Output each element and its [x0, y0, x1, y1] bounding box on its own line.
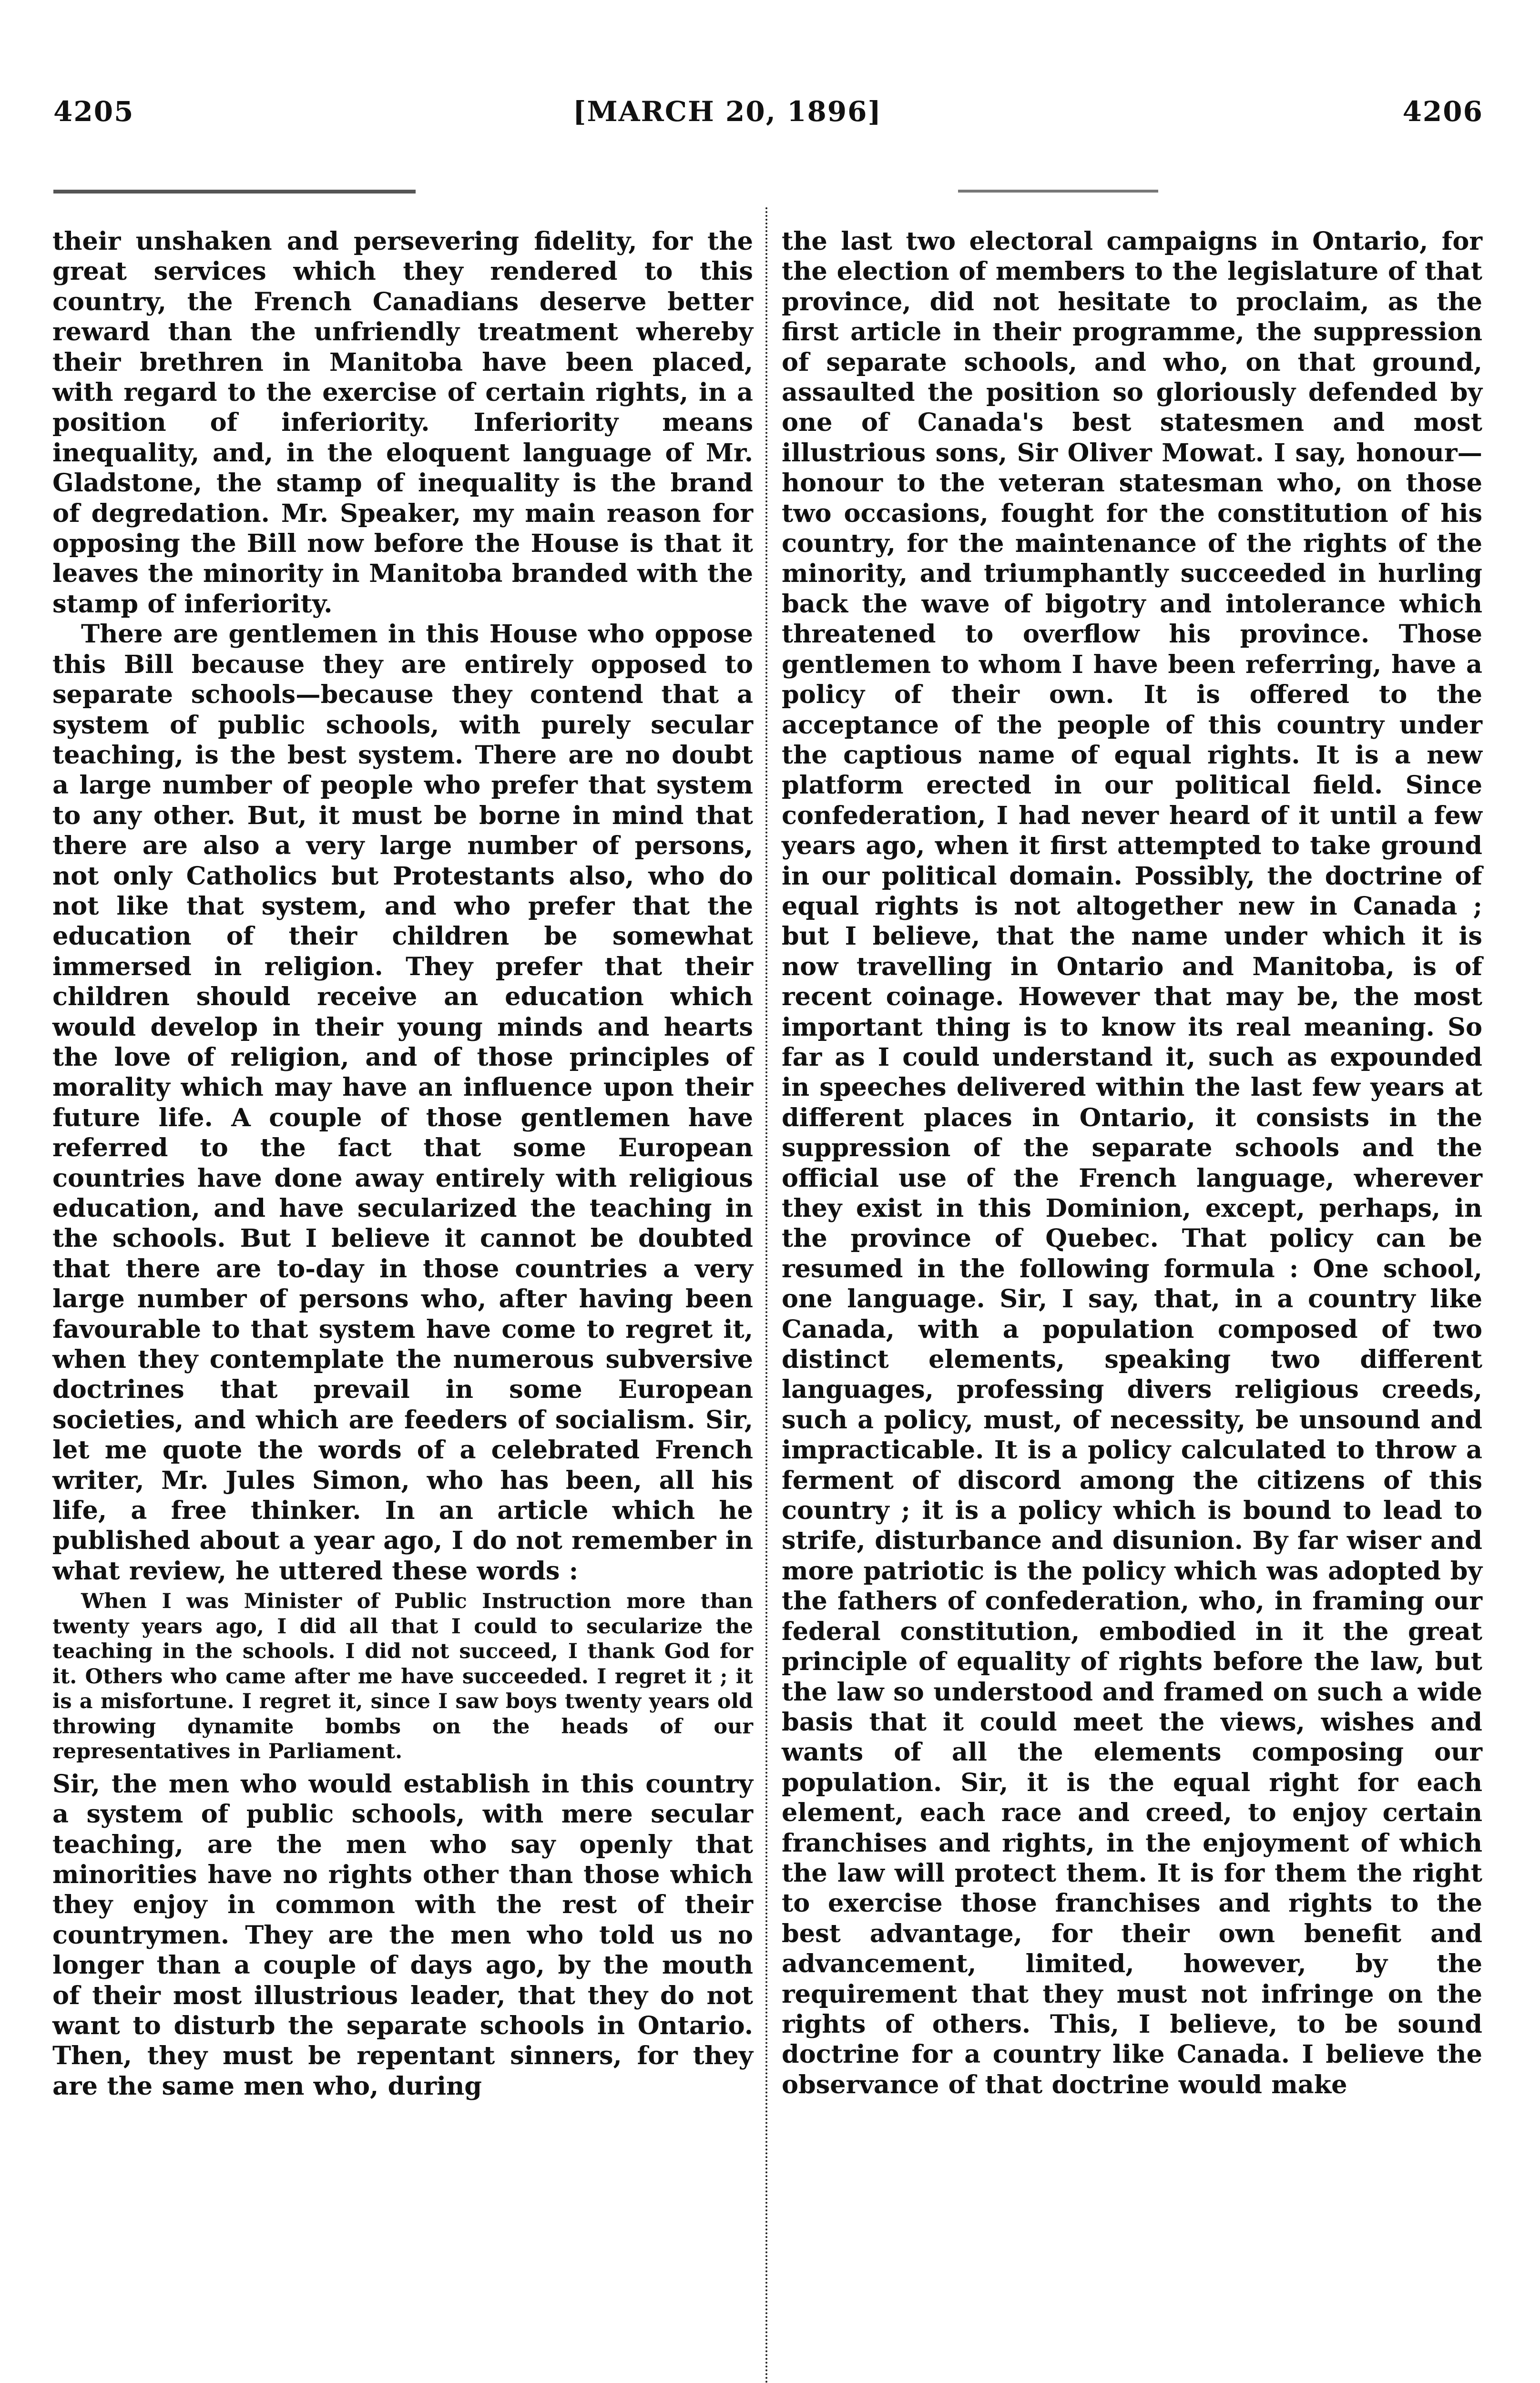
left-paragraph-1: their unshaken and persevering fidelity, for the great services which they rendered to this country, the French Canadians deserve better reward than the unfriendly treatment whereby their brethren in Manitoba have been placed, with regard to the exercise of certain rights, in a position of inferiority. Inferiority means inequality, and, in the eloquent language of Mr. Gladstone, the stamp of inequality is the brand of degredation. Mr. Speaker, my main reason for opposing the Bill now before the House is that it leaves the minority in Manitoba branded with the stamp of inferiority. — [52, 227, 753, 619]
right-column — [782, 226, 1482, 2100]
header-rule-left — [53, 190, 416, 193]
left-paragraph-3: Sir, the men who would establish in this country a system of public schools, with mere secular teaching, are the men who say openly that minorities have no rights other than those which they enjoy in common with the rest of their countrymen. They are the men who told us no longer than a couple of days ago, by the mouth of their most illustrious leader, that they do not want to disturb the separate schools in Ontario. Then, they must be repentant sinners, for they are the same men who, during — [52, 1769, 753, 2101]
block-quote: When I was Minister of Public Instruction more than twenty years ago, I did all that I could to secularize the teaching in the schools. I did not succeed, I thank God for it. Others who came after me have succeeded. I regret it ; it is a misfortune. I regret it, since I saw boys twenty years old throwing dynamite bombs on the heads of our representatives in Parliament. — [52, 1589, 753, 1764]
page-number-left: 4205 — [53, 95, 134, 128]
header-date: [MARCH 20, 1896] — [573, 95, 882, 128]
header-rule-right — [958, 190, 1158, 193]
left-paragraph-2: There are gentlemen in this House who oppose this Bill because they are entirely opposed to separate schools—because they contend that a system of public schools, with purely secular teaching, is the best system. There are no doubt a large number of people who prefer that system to any other. But, it must be borne in mind that there are also a very large number of persons, not only Catholics but Protestants also, who do not like that system, and who prefer that the education of their children be somewhat immersed in religion. They prefer that their children should receive an education which would develop in their young minds and hearts the love of religion, and of those principles of morality which may have an influence upon their future life. A couple of those gentlemen have referred to the fact that some European countries have done away entirely with religious education, and have secularized the teaching in the schools. But I believe it cannot be doubted that there are to-day in those countries a very large number of persons who, after having been favourable to that system have come to regret it, when they contemplate the numerous subversive doctrines that prevail in some European societies, and which are feeders of socialism. Sir, let me quote the words of a celebrated French writer, Mr. Jules Simon, who has been, all his life, a free thinker. In an article which he published about a year ago, I do not remember in what review, he uttered these words : — [52, 620, 753, 1586]
right-paragraph-1: the last two electoral campaigns in Ontario, for the election of members to the legislature of that province, did not hesitate to proclaim, as the first article in their programme, the suppression of separate schools, and who, on that ground, assaulted the position so gloriously defended by one of Canada's best statesmen and most illustrious sons, Sir Oliver Mowat. I say, honour—honour to the veteran statesman who, on those two occasions, fought for the constitution of his country, for the maintenance of the rights of the minority, and triumphantly succeeded in hurling back the wave of bigotry and intolerance which threatened to overflow his province. Those gentlemen to whom I have been referring, have a policy of their own. It is offered to the acceptance of the people of this country under the captious name of equal rights. It is a new platform erected in our political field. Since confederation, I had never heard of it until a few years ago, when it first attempted to take ground in our political domain. Possibly, the doctrine of equal rights is not altogether new in Canada ; but I believe, that the name under which it is now travelling in Ontario and Manitoba, is of recent coinage. However that may be, the most important thing is to know its real meaning. So far as I could understand it, such as expounded in speeches delivered within the last few years at different places in Ontario, it consists in the suppression of the separate schools and the official use of the French language, wherever they exist in this Dominion, except, perhaps, in the province of Quebec. That policy can be resumed in the following formula : One school, one language. Sir, I say, that, in a country like Canada, with a population composed of two distinct elements, speaking two different languages, professing divers religious creeds, such a policy, must, of necessity, be unsound and impracticable. It is a policy calculated to throw a ferment of discord among the citizens of this country ; it is a policy which is bound to lead to strife, disturbance and disunion. By far wiser and more patriotic is the policy which was adopted by the fathers of confederation, who, in framing our federal constitution, embodied in it the great principle of equality of rights before the law, but the law so understood and framed on such a wide basis that it could meet the views, wishes and wants of all the elements composing our population. Sir, it is the equal right for each element, each race and creed, to enjoy certain franchises and rights, in the enjoyment of which the law will protect them. It is for them the right to exercise those franchises and rights to the best advantage, for their own benefit and advancement, limited, however, by the requirement that they must not infringe on the rights of others. This, I believe, to be sound doctrine for a country like Canada. I believe the observance of that doctrine would make — [782, 227, 1482, 2099]
left-column — [52, 226, 753, 2101]
page-header — [53, 95, 1483, 138]
column-divider — [765, 207, 767, 2383]
page-number-right: 4206 — [1402, 95, 1483, 128]
